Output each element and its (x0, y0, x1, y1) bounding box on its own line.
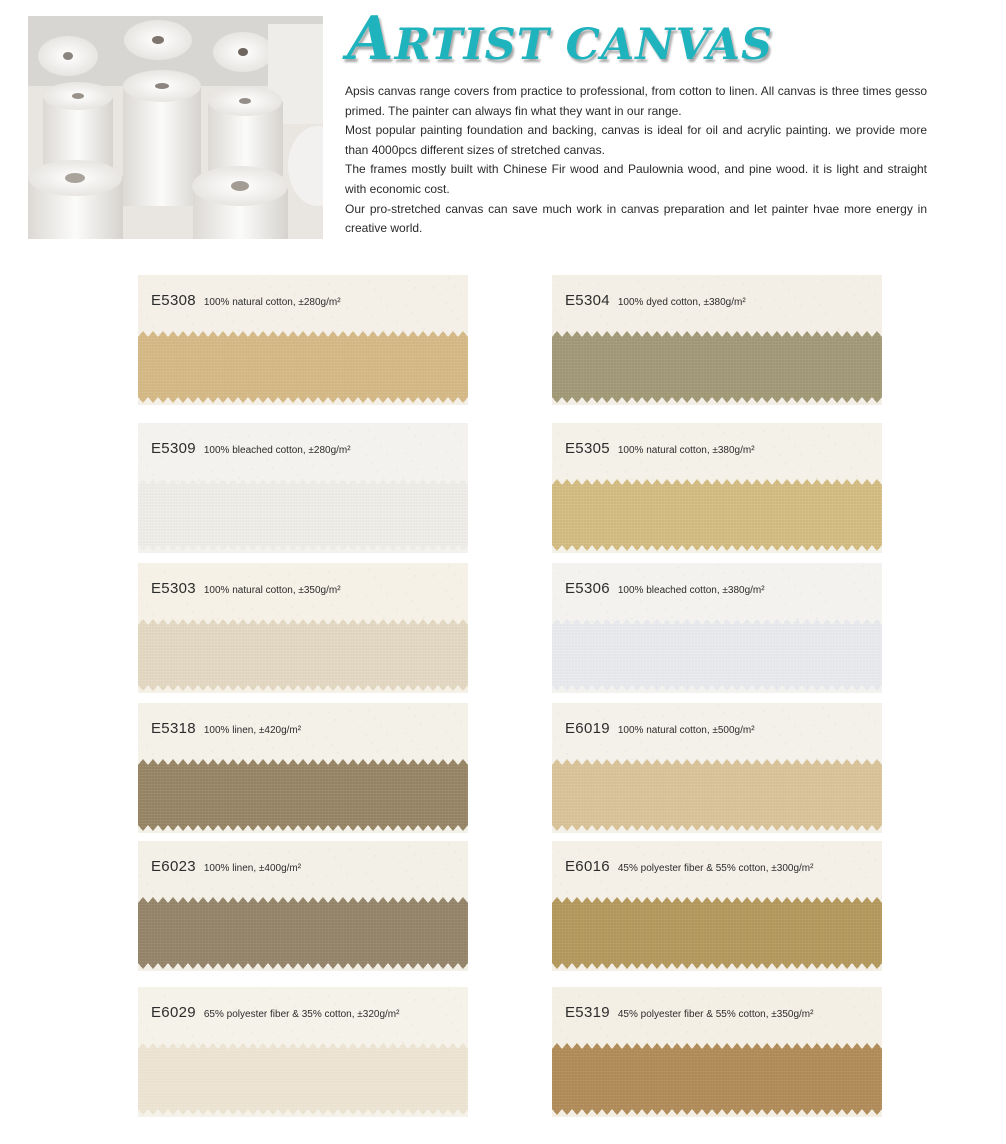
swatch-spec: 100% linen, ±420g/m² (203, 725, 302, 736)
swatch-card (552, 563, 882, 693)
swatch-card (138, 987, 468, 1117)
page-title-rest: RTIST CANVAS (394, 20, 774, 70)
swatch-code: E5303 (151, 580, 196, 597)
swatch-spec: 65% polyester fiber & 35% cotton, ±320g/m² (203, 1009, 400, 1020)
swatch-card (138, 275, 468, 405)
swatch-label (565, 292, 746, 310)
swatch-code: E5304 (565, 292, 610, 309)
swatch-spec: 100% bleached cotton, ±380g/m² (617, 585, 765, 596)
swatch-spec: 100% natural cotton, ±350g/m² (203, 585, 341, 596)
swatch-code: E6016 (565, 858, 610, 875)
swatch-label (565, 440, 755, 458)
swatch-card (552, 423, 882, 553)
page-title-initial: A (347, 4, 395, 74)
intro-text (345, 82, 927, 239)
swatch-label (151, 580, 341, 598)
swatch-card (138, 703, 468, 833)
swatch-code: E5305 (565, 440, 610, 457)
swatch-label (565, 580, 765, 598)
swatch-label (151, 858, 301, 876)
swatch-spec: 45% polyester fiber & 55% cotton, ±300g/m² (617, 863, 814, 874)
intro-paragraph: Our pro-stretched canvas can save much work in canvas preparation and let painter hvae more energy in creative world. (345, 201, 927, 236)
swatch-code: E5306 (565, 580, 610, 597)
swatch-card (138, 841, 468, 971)
intro-paragraph: The frames mostly built with Chinese Fir wood and Paulownia wood, and pine wood. it is light and straight with economic cost. (345, 162, 927, 196)
page-title (347, 4, 774, 74)
swatch-card (138, 423, 468, 553)
swatch-code: E6019 (565, 720, 610, 737)
swatch-code: E6029 (151, 1004, 196, 1021)
swatch-code: E6023 (151, 858, 196, 875)
swatch-label (151, 440, 351, 458)
swatch-spec: 100% linen, ±400g/m² (203, 863, 302, 874)
swatch-label (151, 292, 341, 310)
swatch-label (565, 720, 755, 738)
swatch-label (151, 1004, 399, 1022)
swatch-spec: 100% natural cotton, ±280g/m² (203, 297, 341, 308)
swatch-spec: 100% natural cotton, ±500g/m² (617, 725, 755, 736)
swatch-card (552, 841, 882, 971)
swatch-card (552, 275, 882, 405)
hero-photo-canvas-rolls (28, 16, 323, 239)
swatch-label (151, 720, 301, 738)
swatch-label (565, 858, 813, 876)
swatch-card (552, 703, 882, 833)
swatch-card (138, 563, 468, 693)
swatch-code: E5309 (151, 440, 196, 457)
swatch-code: E5308 (151, 292, 196, 309)
swatch-code: E5319 (565, 1004, 610, 1021)
swatch-label (565, 1004, 813, 1022)
intro-paragraph: Apsis canvas range covers from practice to professional, from cotton to linen. All canvas is three times gesso primed. The painter can always fin what they want in our range. (345, 84, 927, 118)
swatch-spec: 100% natural cotton, ±380g/m² (617, 445, 755, 456)
swatch-spec: 100% dyed cotton, ±380g/m² (617, 297, 746, 308)
swatch-spec: 45% polyester fiber & 55% cotton, ±350g/m² (617, 1009, 814, 1020)
swatch-spec: 100% bleached cotton, ±280g/m² (203, 445, 351, 456)
swatch-card (552, 987, 882, 1117)
intro-paragraph: Most popular painting foundation and backing, canvas is ideal for oil and acrylic painting. we provide more than 4000pcs different sizes of stretched canvas. (345, 123, 927, 157)
swatch-code: E5318 (151, 720, 196, 737)
